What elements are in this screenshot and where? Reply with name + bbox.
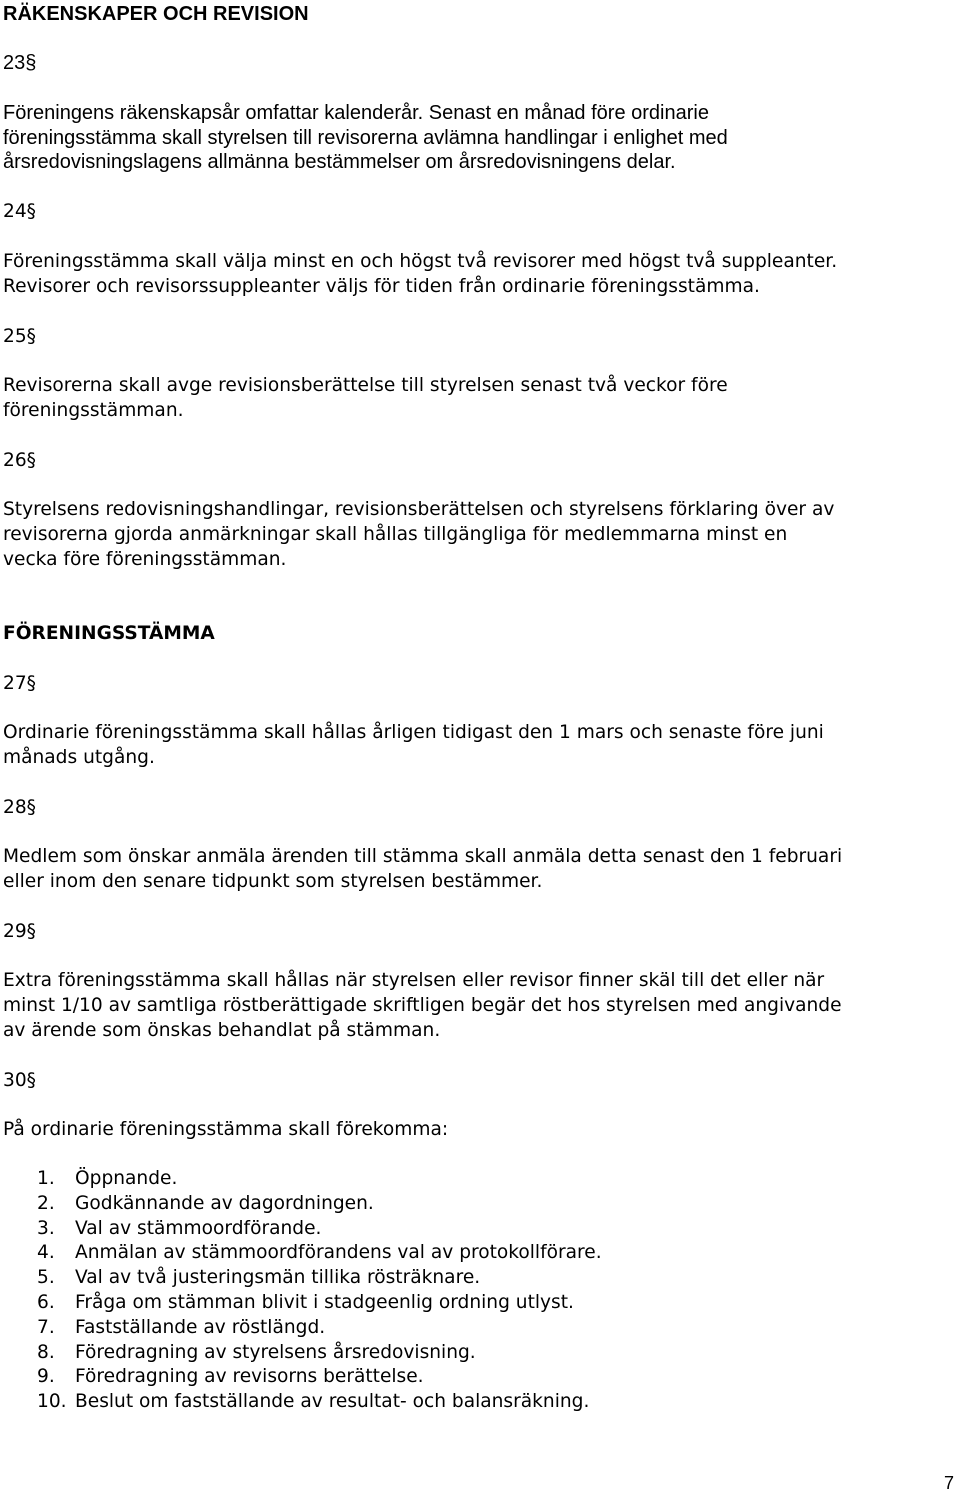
page-number: 7 (943, 1473, 954, 1493)
text-line: månads utgång. (3, 746, 155, 768)
list-item (0, 1266, 940, 1291)
list-item-number: 4. (37, 1242, 55, 1264)
section-heading-rakenskaper: RÄKENSKAPER OCH REVISION (3, 3, 309, 25)
list-item (0, 1192, 940, 1217)
text-line: Ordinarie föreningsstämma skall hållas årligen tidigast den 1 mars och senaste före juni (3, 722, 824, 743)
list-item (0, 1341, 940, 1366)
list-item-text: Val av två justeringsmän tillika rösträknare. (75, 1267, 481, 1289)
paragraph-number-28: 28§ (3, 797, 36, 818)
text-line: årsredovisningslagens allmänna bestämmelser om årsredovisningens delar. (3, 151, 676, 174)
list-item (0, 1167, 940, 1192)
paragraph-number-27: 27§ (3, 673, 36, 694)
text-line: vecka före föreningsstämman. (3, 548, 287, 570)
text-line: Revisorerna skall avge revisionsberättelse till styrelsen senast två veckor före (3, 375, 728, 396)
paragraph-text-25 (3, 374, 953, 424)
text-line: minst 1/10 av samtliga röstberättigade skriftligen begär det hos styrelsen med angivande (3, 994, 842, 1016)
list-item-text: Öppnande. (75, 1168, 178, 1189)
list-item-text: Föredragning av revisorns berättelse. (75, 1366, 424, 1388)
list-item (0, 1241, 940, 1266)
list-item-text: Fastställande av röstlängd. (75, 1316, 326, 1338)
list-item-number: 6. (37, 1291, 55, 1313)
paragraph-number-30: 30§ (3, 1070, 36, 1091)
text-line: Styrelsens redovisningshandlingar, revisionsberättelsen och styrelsens förklaring över av (3, 499, 835, 520)
list-item-number: 7. (37, 1316, 55, 1338)
list-item-text: Godkännande av dagordningen. (75, 1192, 374, 1214)
text-line: föreningsstämman. (3, 399, 184, 421)
paragraph-text-29 (3, 969, 953, 1043)
paragraph-number-26: 26§ (3, 450, 36, 471)
list-item-number: 1. (37, 1168, 55, 1189)
paragraph-text-26 (3, 498, 953, 572)
paragraph-intro-30: På ordinarie föreningsstämma skall förekomma: (3, 1119, 449, 1140)
list-item (0, 1390, 940, 1415)
list-item-number: 2. (37, 1192, 55, 1214)
text-line: föreningsstämma skall styrelsen till revisorerna avlämna handlingar i enlighet med (3, 126, 728, 149)
text-line: revisorerna gjorda anmärkningar skall hållas tillgängliga för medlemmarna minst en (3, 523, 788, 545)
text-line: eller inom den senare tidpunkt som styrelsen bestämmer. (3, 870, 543, 892)
list-item-text: Beslut om fastställande av resultat- och balansräkning. (75, 1391, 590, 1413)
list-item-number: 5. (37, 1267, 55, 1289)
list-item-text: Fråga om stämman blivit i stadgeenlig ordning utlyst. (75, 1291, 574, 1313)
list-item-number: 3. (37, 1217, 55, 1239)
list-item-number: 10. (37, 1391, 67, 1413)
list-item-text: Anmälan av stämmoordförandens val av protokollförare. (75, 1242, 602, 1264)
list-item (0, 1291, 940, 1316)
text-line: Medlem som önskar anmäla ärenden till stämma skall anmäla detta senast den 1 februari (3, 846, 843, 867)
paragraph-number-25: 25§ (3, 326, 36, 347)
section-heading-foreningsstamma: FÖRENINGSSTÄMMA (3, 623, 215, 644)
paragraph-number-23: 23§ (3, 52, 37, 74)
paragraph-text-27 (3, 721, 953, 771)
list-item (0, 1217, 940, 1242)
paragraph-text-24 (3, 250, 953, 300)
paragraph-number-24: 24§ (3, 201, 36, 222)
list-item-text: Val av stämmoordförande. (75, 1217, 322, 1239)
text-line: Föreningsstämma skall välja minst en och högst två revisorer med högst två suppleanter. (3, 251, 838, 272)
list-item (0, 1316, 940, 1341)
paragraph-text-28 (3, 845, 953, 895)
list-item-number: 8. (37, 1341, 55, 1363)
list-item (0, 1365, 940, 1390)
text-line: av ärende som önskas behandlat på stämman. (3, 1019, 441, 1041)
text-line: Extra föreningsstämma skall hållas när styrelsen eller revisor finner skäl till det eller när (3, 970, 825, 991)
paragraph-number-29: 29§ (3, 921, 36, 942)
text-line: Revisorer och revisorssuppleanter väljs för tiden från ordinarie föreningsstämma. (3, 275, 760, 297)
list-item-number: 9. (37, 1366, 55, 1388)
list-item-text: Föredragning av styrelsens årsredovisning. (75, 1341, 476, 1363)
agenda-list (0, 1167, 940, 1415)
paragraph-text-23 (3, 101, 953, 175)
text-line: Föreningens räkenskapsår omfattar kalenderår. Senast en månad före ordinarie (3, 102, 709, 124)
